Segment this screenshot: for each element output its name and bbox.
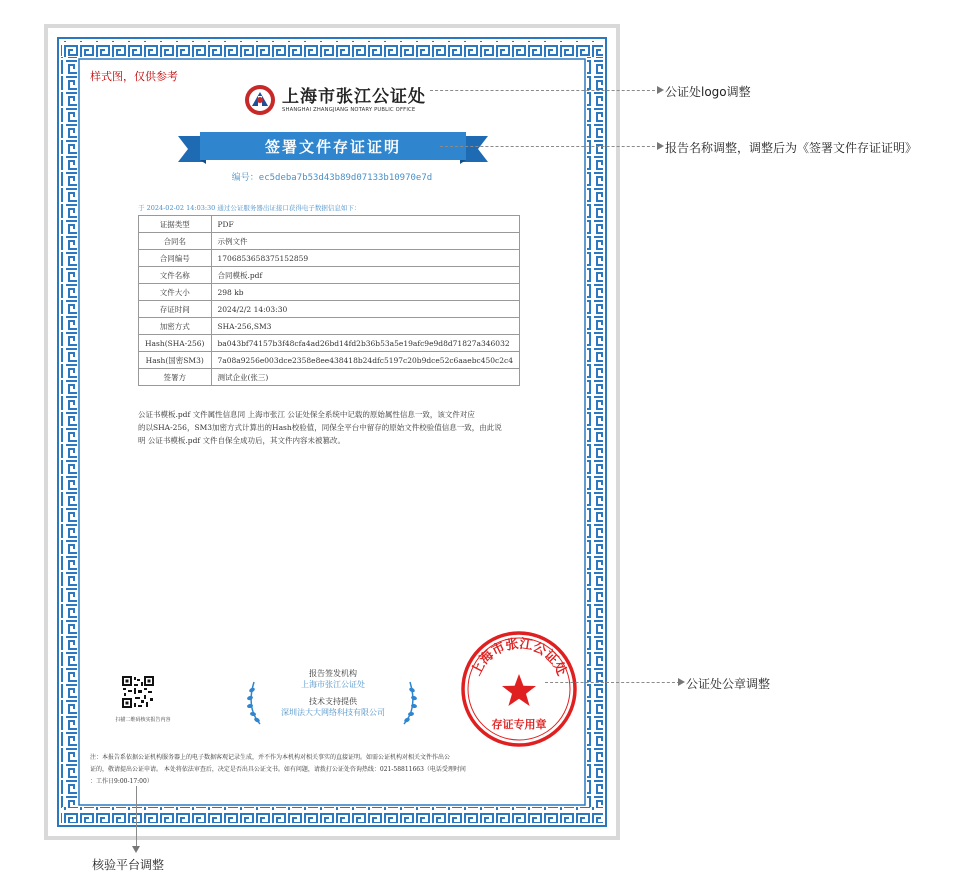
footnote [90,752,560,788]
certificate [48,28,616,836]
qr-label: 扫描二维码核实报告内容 [115,717,171,723]
table-value: 7a08a9256e003dce2358e8ee438418b24dfc5197c20b9dce52c6aaebc450c2c4 [211,352,519,369]
certificate-content [48,28,616,836]
table-value: PDF [211,216,519,233]
table-row [139,352,520,369]
table-row [139,369,520,386]
table-key: 合同编号 [139,250,212,267]
table-key: 加密方式 [139,318,212,335]
table-key: 存证时间 [139,301,212,318]
evidence-table [138,215,520,386]
table-key: 签署方 [139,369,212,386]
verification-description [138,408,558,447]
notary-name-cn: 上海市张江公证处 [282,87,426,107]
issuer-org-name: 上海市张江公证处 [301,680,365,689]
callout-qr-label: 核验平台调整 [92,858,165,872]
tech-support-label: 技术支持提供 [309,697,357,706]
serial-number: 编号：ec5deba7b53d43b89d07133b10970e7d [231,173,433,183]
footnote-line: ：工作日9:00-17:00） [90,778,153,785]
table-value: 测试企业(张三) [211,369,519,386]
table-row [139,267,520,284]
table-row [139,233,520,250]
description-line: 的以SHA-256，SM3加密方式计算出的Hash校验值，同保全平台中留存的原始文件校验值信息一致，由此说 [138,423,502,432]
issuer-org-label: 报告签发机构 [309,669,357,678]
table-value: 1706853658375152859 [211,250,519,267]
notary-emblem-icon [244,84,276,116]
qr-code[interactable] [122,676,154,708]
arrow-right-icon [657,86,664,94]
table-key: 证据类型 [139,216,212,233]
table-value: ba043bf74157b3f48cfa4ad26bd14fd2b36b53a5e19afc9e9d8d71827a346032 [211,335,519,352]
callout-qr-line [136,786,137,848]
footnote-line: 注：本报告系依据公证机构服务器上的电子数据客观记录生成，并不作为本机构对相关事实的直接证明。如需公证机构对相关文件作出公 [90,754,451,761]
seal-star-icon [502,674,536,706]
arrow-right-icon [657,142,664,150]
callout-title-label: 报告名称调整，调整后为《签署文件存证证明》 [665,141,918,155]
table-value: 2024/2/2 14:03:30 [211,301,519,318]
table-row [139,301,520,318]
callout-stamp-label: 公证处公章调整 [686,677,771,691]
tech-support-name: 深圳法大大网络科技有限公司 [281,708,385,717]
callout-logo-label: 公证处logo调整 [665,85,751,99]
table-key: 文件大小 [139,284,212,301]
notary-logo [244,80,434,124]
table-value: SHA-256,SM3 [211,318,519,335]
callout-title-line [440,146,660,147]
table-value: 示例文件 [211,233,519,250]
seal-inner-text: 存证专用章 [491,718,547,731]
table-row [139,318,520,335]
table-key: Hash(SHA-256) [139,335,212,352]
table-row [139,216,520,233]
table-key: 文件名称 [139,267,212,284]
description-line: 公证书模板.pdf 文件属性信息同 上海市张江 公证处保全系统中记载的原始属性信息一致，该文件对应 [138,410,475,419]
svg-text:上海市张江公证处 [469,636,570,678]
issuer-block [258,668,408,718]
sample-watermark: 样式图，仅供参考 [90,70,178,83]
table-row [139,284,520,301]
arrow-down-icon [132,846,140,853]
footnote-line: 证的，敬请提出公证申请。 本处将依法审查后，决定是否出具公证文书。如有问题，请拨打公证处咨询热线：021-58811663（电话受理时间 [90,766,466,773]
callout-logo-line [430,90,660,91]
seal-ring-text: 上海市张江公证处 [469,636,569,679]
table-value: 298 kb [211,284,519,301]
description-line: 明 公证书模板.pdf 文件自保全成功后，其文件内容未被篡改。 [138,436,346,445]
table-key: 合同名 [139,233,212,250]
notary-name-en: SHANGHAI ZHANGJIANG NOTARY PUBLIC OFFICE [282,107,416,113]
certificate-title: 签署文件存证证明 [264,138,401,156]
table-row [139,335,520,352]
intro-text: 于 2024-02-02 14:03:30 通过公证服务器出证接口获得电子数据信息如下： [138,204,361,212]
official-seal [460,630,578,748]
table-row [139,250,520,267]
callout-stamp-line [545,682,680,683]
table-key: Hash(国密SM3) [139,352,212,369]
table-value: 合同模板.pdf [211,267,519,284]
arrow-right-icon [678,678,685,686]
